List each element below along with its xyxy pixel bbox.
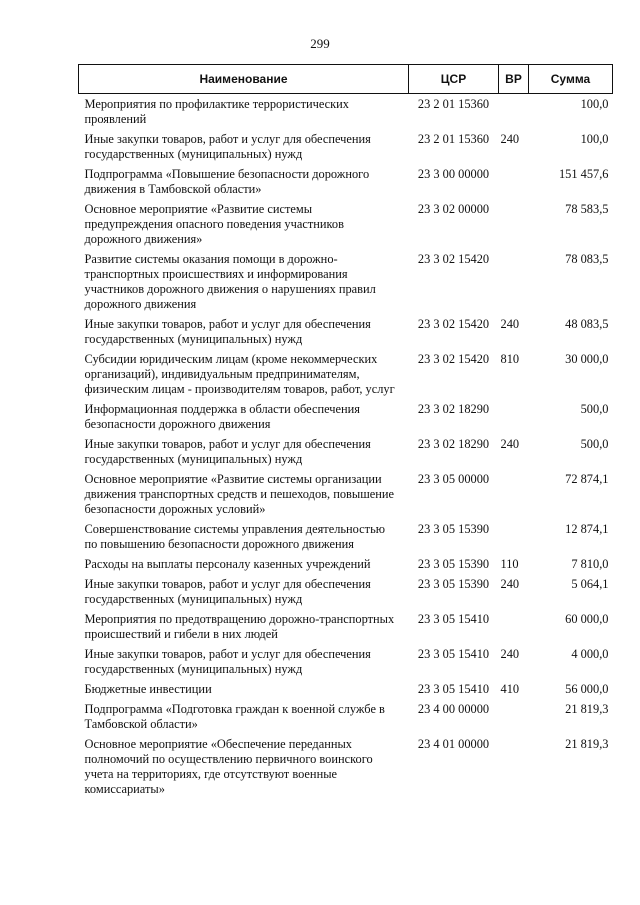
table-row bbox=[79, 129, 613, 164]
cell-vr bbox=[499, 164, 529, 199]
cell-vr: 240 bbox=[500, 132, 520, 146]
cell-name: Мероприятия по предотвращению дорожно-транспортных происшествий и гибели в них людей bbox=[84, 612, 395, 641]
cell-name: Основное мероприятие «Обеспечение переданных полномочий по осуществлению первичного воинского учета на территориях, где отсутствуют военные комиссариаты» bbox=[84, 737, 373, 796]
cell-name: Иные закупки товаров, работ и услуг для обеспечения государственных (муниципальных) нужд bbox=[84, 317, 371, 346]
cell-sum: 21 819,3 bbox=[565, 702, 609, 716]
table-row bbox=[79, 349, 613, 399]
table-row bbox=[79, 609, 613, 644]
cell-sum: 60 000,0 bbox=[565, 612, 609, 626]
cell-name: Расходы на выплаты персоналу казенных учреждений bbox=[84, 557, 371, 571]
cell-vr: 410 bbox=[500, 682, 520, 696]
cell-vr bbox=[499, 469, 529, 519]
cell-csr: 23 3 02 00000 bbox=[417, 202, 490, 216]
cell-csr: 23 3 02 18290 bbox=[417, 402, 490, 416]
table-row bbox=[79, 199, 613, 249]
cell-name: Иные закупки товаров, работ и услуг для обеспечения государственных (муниципальных) нужд bbox=[84, 577, 371, 606]
page-number: 299 bbox=[310, 36, 330, 51]
header-sum: Сумма bbox=[529, 65, 613, 94]
table-row bbox=[79, 554, 613, 574]
cell-vr: 240 bbox=[500, 437, 520, 451]
cell-vr bbox=[499, 199, 529, 249]
cell-sum: 56 000,0 bbox=[565, 682, 609, 696]
cell-csr: 23 4 01 00000 bbox=[417, 737, 490, 751]
table-row bbox=[79, 399, 613, 434]
cell-csr: 23 3 02 15420 bbox=[417, 317, 490, 331]
cell-csr: 23 4 00 00000 bbox=[417, 702, 490, 716]
cell-name: Основное мероприятие «Развитие системы организации движения транспортных средств и пешеходов, повышение безопасности дорожных условий» bbox=[84, 472, 394, 516]
table-row bbox=[79, 734, 613, 799]
cell-name: Основное мероприятие «Развитие системы предупреждения опасного поведения участников дорожного движения» bbox=[84, 202, 344, 246]
cell-sum: 500,0 bbox=[580, 402, 609, 416]
cell-csr: 23 3 05 15410 bbox=[417, 612, 490, 626]
cell-csr: 23 3 02 15420 bbox=[417, 252, 490, 266]
cell-vr bbox=[499, 519, 529, 554]
cell-sum: 21 819,3 bbox=[565, 737, 609, 751]
table-row bbox=[79, 679, 613, 699]
cell-sum: 4 000,0 bbox=[571, 647, 609, 661]
table-row bbox=[79, 249, 613, 314]
cell-csr: 23 3 00 00000 bbox=[417, 167, 490, 181]
cell-csr: 23 3 05 15410 bbox=[417, 682, 490, 696]
table-body bbox=[79, 94, 613, 800]
cell-name: Подпрограмма «Повышение безопасности дорожного движения в Тамбовской области» bbox=[84, 167, 370, 196]
header-vr: ВР bbox=[499, 65, 529, 94]
cell-name: Развитие системы оказания помощи в дорожно-транспортных происшествиях и информирования участников дорожного движения о нарушениях правил дорожного движения bbox=[84, 252, 376, 311]
table-row bbox=[79, 314, 613, 349]
cell-sum: 12 874,1 bbox=[565, 522, 609, 536]
table-row bbox=[79, 644, 613, 679]
table-row bbox=[79, 164, 613, 199]
cell-vr bbox=[499, 399, 529, 434]
cell-name: Подпрограмма «Подготовка граждан к военной службе в Тамбовской области» bbox=[84, 702, 385, 731]
cell-csr: 23 3 05 00000 bbox=[417, 472, 490, 486]
budget-table bbox=[78, 64, 613, 799]
cell-name: Субсидии юридическим лицам (кроме некоммерческих организаций), индивидуальным предпринимателям, физическим лицам - производителям товаров, работ, услуг bbox=[84, 352, 395, 396]
cell-sum: 500,0 bbox=[580, 437, 609, 451]
cell-vr bbox=[499, 734, 529, 799]
cell-sum: 151 457,6 bbox=[558, 167, 609, 181]
header-csr: ЦСР bbox=[409, 65, 499, 94]
cell-sum: 30 000,0 bbox=[565, 352, 609, 366]
cell-vr bbox=[499, 609, 529, 644]
cell-sum: 100,0 bbox=[580, 132, 609, 146]
cell-csr: 23 3 05 15410 bbox=[417, 647, 490, 661]
cell-vr bbox=[499, 94, 529, 130]
cell-name: Информационная поддержка в области обеспечения безопасности дорожного движения bbox=[84, 402, 360, 431]
cell-sum: 78 083,5 bbox=[565, 252, 609, 266]
cell-csr: 23 3 02 15420 bbox=[417, 352, 490, 366]
cell-name: Иные закупки товаров, работ и услуг для обеспечения государственных (муниципальных) нужд bbox=[84, 437, 371, 466]
cell-sum: 78 583,5 bbox=[565, 202, 609, 216]
table-row bbox=[79, 94, 613, 130]
cell-vr: 240 bbox=[500, 317, 520, 331]
cell-vr: 110 bbox=[500, 557, 519, 571]
cell-csr: 23 3 02 18290 bbox=[417, 437, 490, 451]
header-name: Наименование bbox=[79, 65, 409, 94]
cell-sum: 72 874,1 bbox=[565, 472, 609, 486]
cell-csr: 23 3 05 15390 bbox=[417, 557, 490, 571]
cell-vr: 240 bbox=[500, 647, 520, 661]
table-row bbox=[79, 434, 613, 469]
cell-csr: 23 3 05 15390 bbox=[417, 577, 490, 591]
cell-name: Мероприятия по профилактике террористических проявлений bbox=[84, 97, 349, 126]
cell-sum: 5 064,1 bbox=[571, 577, 609, 591]
cell-sum: 48 083,5 bbox=[565, 317, 609, 331]
cell-vr: 810 bbox=[500, 352, 520, 366]
cell-name: Совершенствование системы управления деятельностью по повышению безопасности дорожного движения bbox=[84, 522, 385, 551]
cell-vr bbox=[499, 249, 529, 314]
table-row bbox=[79, 519, 613, 554]
table-row bbox=[79, 699, 613, 734]
cell-name: Иные закупки товаров, работ и услуг для обеспечения государственных (муниципальных) нужд bbox=[84, 647, 371, 676]
cell-vr bbox=[499, 699, 529, 734]
cell-vr: 240 bbox=[500, 577, 520, 591]
table-row bbox=[79, 574, 613, 609]
cell-name: Иные закупки товаров, работ и услуг для обеспечения государственных (муниципальных) нужд bbox=[84, 132, 371, 161]
cell-csr: 23 2 01 15360 bbox=[417, 97, 490, 111]
cell-csr: 23 3 05 15390 bbox=[417, 522, 490, 536]
cell-name: Бюджетные инвестиции bbox=[84, 682, 212, 696]
cell-sum: 100,0 bbox=[580, 97, 609, 111]
table-row bbox=[79, 469, 613, 519]
cell-sum: 7 810,0 bbox=[571, 557, 609, 571]
table-header-row bbox=[79, 65, 613, 94]
cell-csr: 23 2 01 15360 bbox=[417, 132, 490, 146]
